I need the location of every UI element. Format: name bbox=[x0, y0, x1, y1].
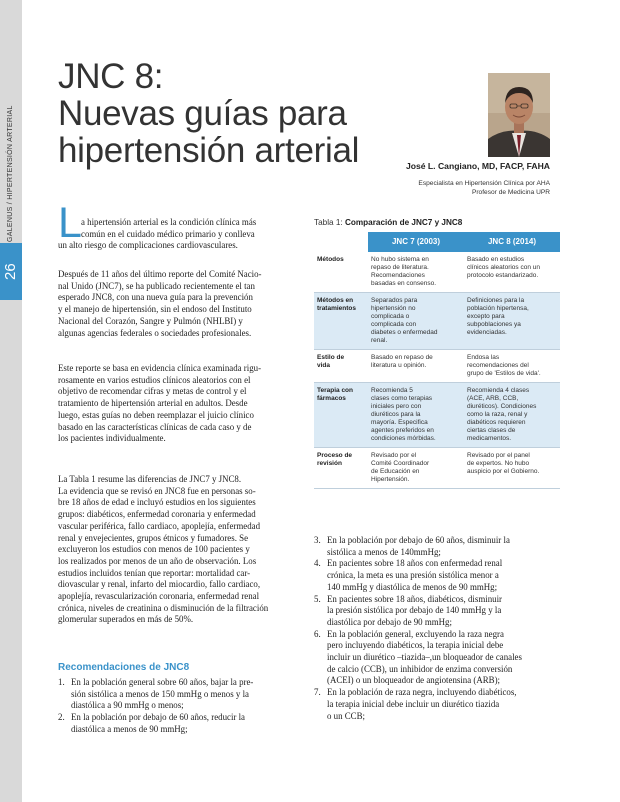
text-line: En la población por debajo de 60 años, disminuir la bbox=[327, 535, 510, 545]
text-line: diastólica a 90 mmHg o menos; bbox=[71, 700, 184, 711]
paragraph bbox=[58, 363, 300, 445]
text-line: sistólica a menos de 140mmHg; bbox=[327, 546, 441, 557]
cell-line: de Educación en bbox=[371, 468, 420, 475]
table-caption-title: Comparación de JNC7 y JNC8 bbox=[344, 218, 463, 227]
cell-line: mayoría. Especifica bbox=[371, 419, 428, 426]
author-credential: Profesor de Medicina UPR bbox=[471, 189, 550, 196]
text-line: En la población general, excluyendo la raza negra bbox=[327, 628, 504, 639]
recommendations-list-left bbox=[58, 677, 300, 736]
text-line: a hipertensión arterial es la condición clínica más bbox=[81, 217, 257, 227]
jnc8-cell bbox=[464, 383, 560, 448]
author-portrait bbox=[488, 73, 550, 157]
cell-line: de expertos. No hubo bbox=[467, 460, 530, 467]
table-row bbox=[314, 252, 560, 293]
text-line: y el manejo de hipertensión, sin el endoso del Instituto bbox=[58, 304, 252, 315]
jnc7-cell bbox=[368, 293, 464, 350]
row-label bbox=[314, 293, 368, 350]
cell-line: complicada con bbox=[371, 321, 417, 328]
text-line: luego, estas guías no deben reemplazar el juicio clínico bbox=[58, 409, 254, 420]
title-line: JNC 8: bbox=[58, 57, 164, 96]
cell-line: fármacos bbox=[317, 395, 346, 402]
row-label bbox=[314, 252, 368, 293]
section-label: GALENUS / HIPERTENSIÓN ARTERIAL bbox=[7, 105, 14, 242]
cell-line: grupo de 'Estilos de vida'. bbox=[467, 370, 541, 377]
text-line: 140 mmHg y diastólica de menos de 90 mmHg; bbox=[327, 581, 498, 592]
text-line: esperado JNC8, con una nueva guía para la prevención bbox=[58, 292, 253, 303]
cell-line: hipertensión no bbox=[371, 305, 416, 312]
author-photo-illustration bbox=[488, 73, 550, 157]
text-line: basado en las características clínicas de cada caso y de bbox=[58, 421, 252, 432]
paragraph bbox=[58, 474, 300, 626]
cell-line: Comité Coordinador bbox=[371, 460, 430, 467]
cell-line: clínicos aleatorios con un bbox=[467, 264, 540, 271]
cell-line: (ACE, ARB, CCB, bbox=[467, 395, 519, 402]
cell-line: Métodos en bbox=[317, 297, 354, 304]
cell-line: Proceso de bbox=[317, 452, 353, 459]
text-line: La Tabla 1 resume las diferencias de JNC7 y JNC8. bbox=[58, 474, 242, 484]
list-number: 4. bbox=[314, 558, 321, 569]
cell-line: complicada o bbox=[371, 313, 410, 320]
jnc7-cell bbox=[368, 252, 464, 293]
cell-line: evidenciadas. bbox=[467, 329, 507, 336]
cell-line: Estilo de bbox=[317, 354, 345, 361]
text-line: objetivo de recomendar cifras y metas de control y el bbox=[58, 386, 247, 397]
row-label bbox=[314, 448, 368, 489]
cell-line: Basado en estudios bbox=[467, 256, 525, 263]
page-number: 26 bbox=[2, 263, 19, 281]
cell-line: diabetes o enfermedad bbox=[371, 329, 438, 336]
text-line: Nacional del Corazón, Sangre y Pulmón (NHLBI) y bbox=[58, 315, 243, 326]
author-credential: Especialista en Hipertensión Clínica por AHA bbox=[418, 180, 550, 187]
text-line: estudios incluidos tenían que reportar: mortalidad car- bbox=[58, 567, 251, 578]
table-header: JNC 8 (2014) bbox=[464, 232, 560, 252]
cell-line: iniciales pero con bbox=[371, 403, 422, 410]
text-line: La evidencia que se revisó en JNC8 fue en personas so- bbox=[58, 485, 256, 496]
text-line: los pacientes individualmente. bbox=[58, 433, 166, 444]
cell-line: condiciones mórbidas. bbox=[371, 435, 436, 442]
text-line: tratamiento de hipertensión arterial en adultos. Desde bbox=[58, 398, 248, 409]
text-line: diovascular y renal, infarto del miocardio, fallo cardiaco, bbox=[58, 579, 261, 590]
cell-line: como la raza, renal y bbox=[467, 411, 528, 418]
text-line: pero incluyendo diabéticos, la terapia inicial debe bbox=[327, 640, 504, 651]
list-item bbox=[314, 629, 564, 688]
list-item bbox=[314, 687, 564, 722]
jnc7-cell bbox=[368, 350, 464, 383]
text-line: bre 18 años de edad e incluyó estudios en los siguientes bbox=[58, 497, 256, 508]
list-item bbox=[314, 594, 564, 629]
text-line: En la población general sobre 60 años, bajar la pre- bbox=[71, 677, 254, 687]
jnc8-cell bbox=[464, 448, 560, 489]
drop-cap: L bbox=[58, 199, 82, 247]
jnc7-cell bbox=[368, 383, 464, 448]
list-number: 7. bbox=[314, 687, 321, 698]
title-line: hipertensión arterial bbox=[58, 131, 360, 170]
text-line: excluyeron los estudios con menos de 100 pacientes y bbox=[58, 544, 250, 555]
cell-line: Recomienda 4 clases bbox=[467, 387, 530, 394]
cell-line: diabéticos requieren bbox=[467, 419, 526, 426]
text-line: crónica, niveles de creatinina o disminución de la filtración bbox=[58, 602, 269, 613]
table-caption bbox=[314, 218, 462, 227]
table-row bbox=[314, 383, 560, 448]
cell-line: protocolo estandarizado. bbox=[467, 272, 539, 279]
text-line: grupos: diabéticos, enfermedad coronaria y enfermedad bbox=[58, 509, 256, 520]
list-number: 2. bbox=[58, 712, 65, 723]
cell-line: clases como terapias bbox=[371, 395, 433, 402]
cell-line: Revisado por el panel bbox=[467, 452, 530, 459]
table-header-row bbox=[314, 232, 560, 252]
author-name: José L. Cangiano, MD, FACP, FAHA bbox=[405, 161, 550, 171]
cell-line: Recomendaciones bbox=[371, 272, 425, 279]
cell-line: Definiciones para la bbox=[467, 297, 525, 304]
text-line: En pacientes sobre 18 años con enfermedad renal bbox=[327, 558, 503, 569]
row-label bbox=[314, 383, 368, 448]
cell-line: Terapia con bbox=[317, 387, 354, 394]
text-line: un alto riesgo de complicaciones cardiovasculares. bbox=[58, 240, 238, 250]
text-line: de calcio (CCB), un inhibidor de enzima conversión bbox=[327, 663, 513, 674]
intro-paragraph bbox=[81, 217, 300, 240]
article-title bbox=[58, 58, 398, 169]
jnc7-cell bbox=[368, 448, 464, 489]
text-line: glomerular superados en más de 50%. bbox=[58, 614, 194, 625]
list-number: 3. bbox=[314, 535, 321, 545]
cell-line: renal. bbox=[371, 337, 388, 344]
cell-line: Revisado por el bbox=[371, 452, 417, 459]
jnc8-cell bbox=[464, 252, 560, 293]
list-number: 6. bbox=[314, 628, 321, 639]
intro-paragraph-end bbox=[58, 240, 300, 252]
text-line: común en el cuidado médico primario y conlleva bbox=[81, 228, 255, 239]
section-heading: Recomendaciones de JNC8 bbox=[58, 662, 190, 673]
cell-line: diuréticos para la bbox=[371, 411, 421, 418]
table-header bbox=[314, 232, 368, 252]
table-row bbox=[314, 350, 560, 383]
text-line: rosamente en varios estudios clínicos aleatorios con el bbox=[58, 374, 251, 385]
cell-line: población hipertensa, bbox=[467, 305, 529, 312]
list-item bbox=[314, 558, 564, 593]
list-item bbox=[58, 712, 300, 735]
table-row bbox=[314, 293, 560, 350]
paragraph bbox=[58, 269, 300, 339]
cell-line: auspicio por el Gobierno. bbox=[467, 468, 540, 475]
jnc8-cell bbox=[464, 350, 560, 383]
text-line: (ACEI) o un bloqueador de angiotensina (ARB); bbox=[327, 675, 501, 686]
text-line: sión sistólica a menos de 150 mmHg o menos y la bbox=[71, 688, 249, 699]
cell-line: recomendaciones del bbox=[467, 362, 529, 369]
title-line: Nuevas guías para bbox=[58, 94, 347, 133]
text-line: algunas agencias federales o sociedades profesionales. bbox=[58, 327, 252, 338]
row-label bbox=[314, 350, 368, 383]
text-line: renal y envejecientes, grupos étnicos y fumadores. Se bbox=[58, 532, 249, 543]
cell-line: Métodos bbox=[317, 256, 344, 263]
text-line: Después de 11 años del último reporte del Comité Nacio- bbox=[58, 269, 262, 279]
recommendations-list-right bbox=[314, 535, 564, 722]
list-number: 5. bbox=[314, 593, 321, 604]
list-number: 1. bbox=[58, 677, 65, 687]
list-item bbox=[58, 677, 300, 712]
cell-line: literatura u opinión. bbox=[371, 362, 427, 369]
cell-line: excepto para bbox=[467, 313, 505, 320]
cell-line: subpoblaciones ya bbox=[467, 321, 521, 328]
cell-line: tratamientos bbox=[317, 305, 357, 312]
cell-line: medicamentos. bbox=[467, 435, 512, 442]
cell-line: diuréticos). Condiciones bbox=[467, 403, 537, 410]
cell-line: No hubo sistema en bbox=[371, 256, 429, 263]
cell-line: basadas en consenso. bbox=[371, 280, 437, 287]
text-line: crónica, la meta es una presión sistólica menor a bbox=[327, 570, 499, 581]
jnc8-cell bbox=[464, 293, 560, 350]
cell-line: Endosa las bbox=[467, 354, 500, 361]
text-line: incluir un diurético –tiazida–,un bloqueador de canales bbox=[327, 652, 522, 663]
table-row bbox=[314, 448, 560, 489]
cell-line: ciertas clases de bbox=[467, 427, 516, 434]
text-line: o un CCB; bbox=[327, 710, 365, 721]
cell-line: vida bbox=[317, 362, 331, 369]
text-line: la terapia inicial debe incluir un diurético tiazida bbox=[327, 698, 500, 709]
text-line: En la población de raza negra, incluyendo diabéticos, bbox=[327, 687, 517, 698]
list-item bbox=[314, 535, 564, 558]
text-line: diastólica a menos de 90 mmHg; bbox=[71, 723, 188, 734]
cell-line: repaso de literatura. bbox=[371, 264, 429, 271]
text-line: nal Unido (JNC7), se ha publicado recientemente el tan bbox=[58, 280, 255, 291]
text-line: los realizados por menos de un año de observación. Los bbox=[58, 555, 257, 566]
table-header: JNC 7 (2003) bbox=[368, 232, 464, 252]
comparison-table bbox=[314, 232, 560, 489]
cell-line: Separados para bbox=[371, 297, 418, 304]
text-line: diastólica por debajo de 90 mmHg; bbox=[327, 616, 452, 627]
text-line: apoplejía, revascularización coronaria, enfermedad renal bbox=[58, 591, 260, 602]
cell-line: revisión bbox=[317, 460, 342, 467]
cell-line: Basado en repaso de bbox=[371, 354, 433, 361]
text-line: vascular periférica, fallo cardiaco, apoplejía, enfermedad bbox=[58, 520, 261, 531]
text-line: Este reporte se basa en evidencia clínica examinada rigu- bbox=[58, 363, 262, 373]
cell-line: agentes preferidos en bbox=[371, 427, 434, 434]
table-caption-prefix: Tabla 1: bbox=[314, 218, 343, 227]
cell-line: Recomienda 5 bbox=[371, 387, 413, 394]
text-line: la presión sistólica por debajo de 140 mmHg y la bbox=[327, 605, 502, 616]
cell-line: Hipertensión. bbox=[371, 476, 410, 483]
text-line: En pacientes sobre 18 años, diabéticos, disminuir bbox=[327, 593, 502, 604]
text-line: En la población por debajo de 60 años, reducir la bbox=[71, 712, 245, 723]
